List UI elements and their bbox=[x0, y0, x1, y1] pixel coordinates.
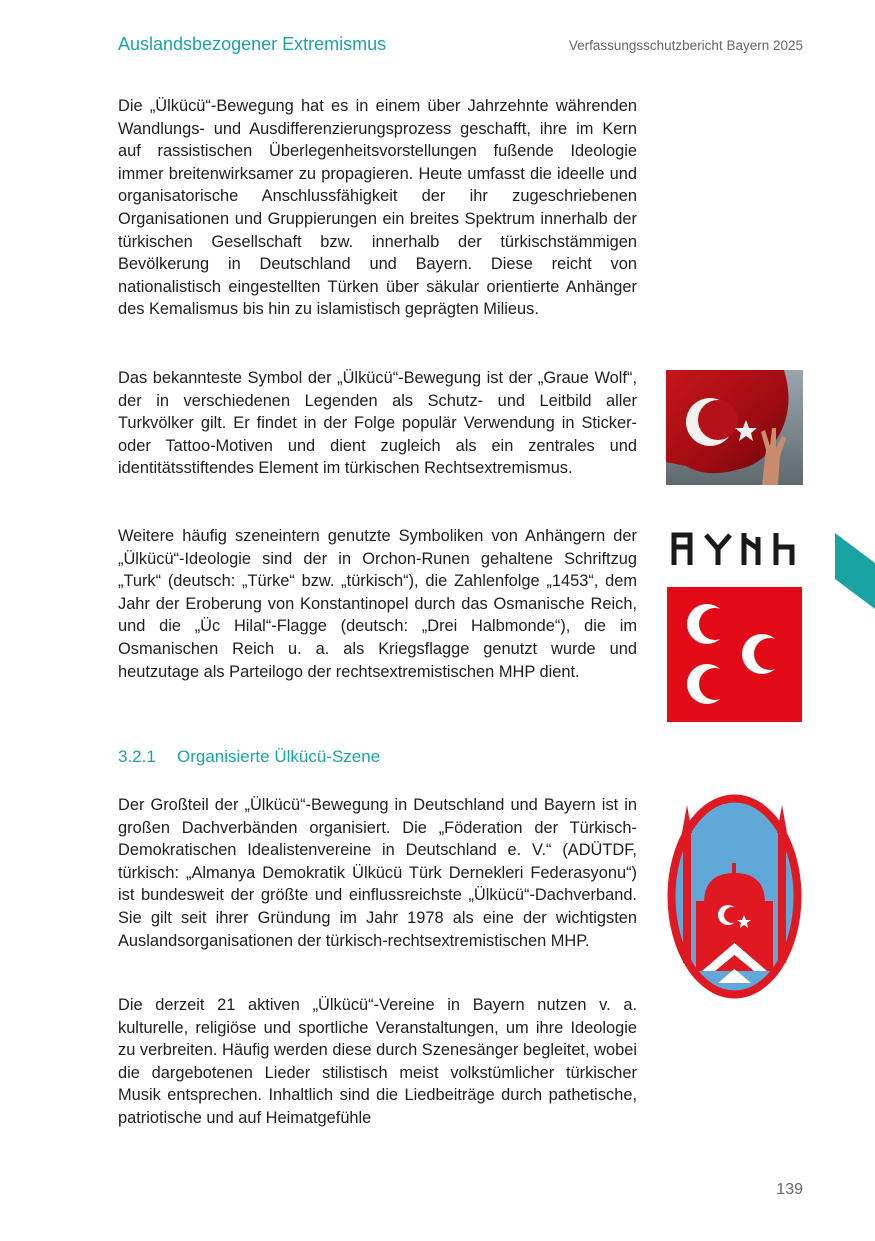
section-heading bbox=[118, 747, 380, 767]
chapter-tab-marker bbox=[835, 533, 875, 609]
page-number: 139 bbox=[776, 1181, 803, 1198]
turkish-flag-wolf-salute-image bbox=[666, 370, 803, 485]
paragraph-1: Die „Ülkücü“-Bewegung hat es in einem über Jahrzehnte währenden Wandlungs- und Ausdifferenzierungsprozess geschafft, ihre im Kern auf rassistischen Überlegenheitsvorstellungen fußende Ideologie immer breitenwirksamer zu propagieren. Heute umfasst die ideelle und organisatorische Anschlussfähigkeit der ihr zugeschriebenen Organisationen und Gruppierungen ein breites Spektrum innerhalb der türkischen Gesellschaft bzw. innerhalb der türkischstämmigen Bevölkerung in Deutschland und Bayern. Diese reicht von nationalistisch eingestellten Türken über säkular orientierte Anhänger des Kemalismus bis hin zu islamistisch geprägten Milieus. bbox=[118, 97, 637, 319]
section-title: Auslandsbezogener Extremismus bbox=[118, 34, 387, 54]
mosque-emblem-image bbox=[666, 793, 803, 1000]
paragraph-2: Das bekannteste Symbol der „Ülkücü“-Bewegung ist der „Graue Wolf“, der in verschiedenen Legenden als Schutz- und Leitbild aller Turkvölker gilt. Er findet in der Folge populär Verwendung in Sticker- oder Tattoo-Motiven und dient zugleich als ein zentrales und identitätsstiftendes Element im türkischen Rechtsextremismus. bbox=[118, 369, 637, 478]
paragraph-5: Die derzeit 21 aktiven „Ülkücü“-Vereine in Bayern nutzen v. a. kulturelle, religiöse und sportliche Veranstaltungen, um ihre Ideologie zu verbreiten. Häufig werden diese durch Szenesänger begleitet, wobei die dargebotenen Lieder stilistisch meist volkstümlicher türkischer Musik entsprechen. Inhaltlich sind die Liedbeiträge durch pathetische, patriotische und auf Heimatgefühle bbox=[118, 996, 637, 1127]
paragraph-3: Weitere häufig szeneintern genutzte Symboliken von Anhängern der „Ülkücü“-Ideologie sind der in Orchon-Runen gehaltene Schriftzug „Turk“ (deutsch: „Türke“ bzw. „türkisch“), die Zahlenfolge „1453“, dem Jahr der Eroberung von Konstantinopel durch das Osmanische Reich, und die „Üc Hilal“-Flagge (deutsch: „Drei Halbmonde“), die im Osmanischen Reich u. a. als Kriegsflagge genutzt wurde und heutzutage als Parteilogo der rechtsextremistischen MHP dient. bbox=[118, 527, 637, 681]
section-heading-number: 3.2.1 bbox=[118, 747, 156, 766]
three-crescents-flag-image bbox=[667, 587, 802, 722]
paragraph-4: Der Großteil der „Ülkücü“-Bewegung in Deutschland und Bayern ist in großen Dachverbänden organisiert. Die „Föderation der Türkisch-Demokratischen Idealistenvereine in Deutschland e. V.“ (ADÜTDF, türkisch: „Almanya Demokratik Ülkücü Türk Dernekleri Federasyonu“) ist bundesweit der größte und einflussreichste „Ülkücü“-Dachverband. Sie gilt seit ihrer Gründung im Jahr 1978 als eine der wichtigsten Auslandsorganisationen der türkisch-rechtsextremistischen MHP. bbox=[118, 796, 637, 950]
section-heading-title: Organisierte Ülkücü-Szene bbox=[177, 747, 381, 766]
report-title: Verfassungsschutzbericht Bayern 2025 bbox=[568, 38, 803, 53]
orkhon-runes-turk-image bbox=[668, 525, 801, 570]
